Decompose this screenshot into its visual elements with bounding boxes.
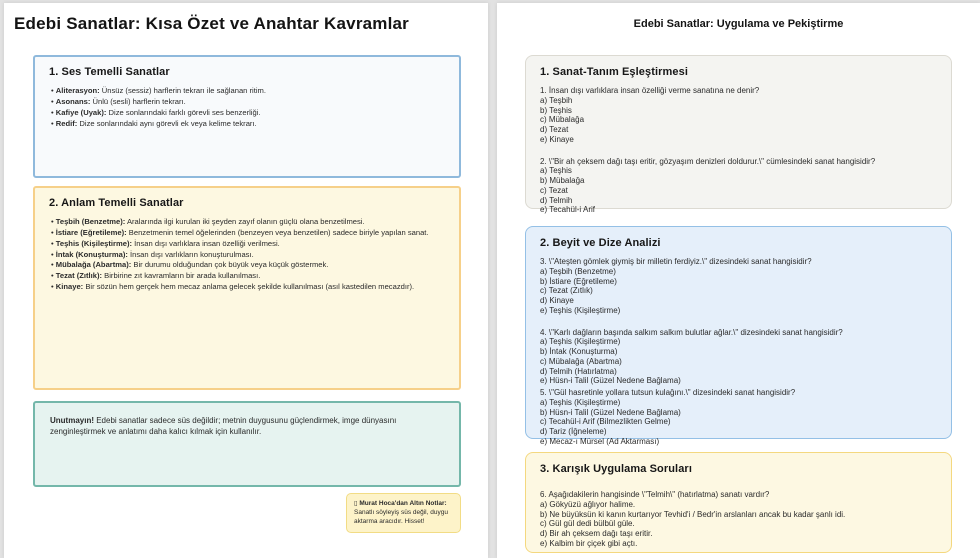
question-block (540, 490, 937, 549)
section-title: 1. Sanat-Tanım Eşleştirmesi (540, 66, 688, 78)
section-title: 1. Ses Temelli Sanatlar (49, 66, 170, 78)
term-label: Tezat (Zıtlık): (55, 271, 103, 281)
question-option: c) Tezat (Zıtlık) (540, 286, 593, 296)
page-title: Edebi Sanatlar: Kısa Özet ve Anahtar Kavramlar (14, 14, 409, 33)
question-option: e) Kalbim bir çiçek gibi açtı. (540, 538, 638, 548)
note-text: Sanatlı söyleyiş süs değil, duygu aktarma aracıdır. Hisset! (354, 509, 448, 526)
question-block (540, 157, 937, 216)
question-option: c) Gül gül dedi bülbül güle. (540, 519, 635, 529)
question-option: a) Teşhis (540, 166, 572, 176)
question-block (540, 86, 937, 145)
question-option: c) Tecahül-i Arif (Bilmezlikten Gelme) (540, 417, 671, 427)
question-option: a) Teşbih (Benzetme) (540, 266, 616, 276)
term-label: İstiare (Eğretileme): (55, 227, 127, 237)
question-text: 6. Aşağıdakilerin hangisinde \"Telmih\" (hatırlatma) sanatı vardır? (540, 490, 770, 499)
question-option: d) Tezat (540, 125, 569, 134)
question-option: e) Teşhis (Kişileştirme) (540, 305, 621, 315)
question-block (540, 388, 937, 447)
question-option: c) Mübalağa (540, 115, 585, 125)
term-label: Kinaye: (55, 282, 84, 292)
term-desc: Ünsüz (sessiz) harflerin tekrarı ile sağlanan ritim. (99, 86, 266, 95)
reminder-box (33, 401, 461, 487)
list-item (51, 228, 445, 238)
list-item (51, 217, 445, 227)
question-text: 3. \"Ateşten gömlek giymiş bir milletin ferdiyiz.\" dizesindeki sanat hangisidir? (540, 257, 812, 266)
question-option: b) Hüsn-i Talil (Güzel Nedene Bağlama) (540, 407, 681, 417)
question-text: 5. \"Gül hasretinle yollara tutsun kulağını.\" dizesindeki sanat hangisidir? (540, 388, 796, 397)
term-list (49, 86, 445, 128)
term-desc: Bir sözün hem gerçek hem mecaz anlama gelecek şekilde kullanılması (asıl kastedilen mecazdır). (83, 282, 415, 292)
term-desc: İnsan dışı varlıkların konuşturulması. (127, 249, 254, 259)
term-label: Teşbih (Benzetme): (55, 217, 126, 226)
reminder-lead: Unutmayın! (50, 416, 94, 425)
question-option: d) Kinaye (540, 296, 574, 305)
meaning-arts-box (33, 186, 461, 390)
question-option: b) İntak (Konuşturma) (540, 347, 618, 356)
term-label: Mübalağa (Abartma): (55, 260, 132, 270)
list-item (51, 97, 445, 107)
sound-arts-box (33, 55, 461, 178)
list-item (51, 239, 445, 249)
term-desc: Aralarında ilgi kurulan iki şeyden zayıf olanın güçlü olana benzetilmesi. (125, 217, 365, 226)
teacher-note-box (346, 493, 461, 533)
question-option: a) Teşhis (Kişileştirme) (540, 337, 621, 347)
term-label: Asonans: (55, 96, 91, 106)
term-list (49, 217, 445, 292)
term-label: Teşhis (Kişileştirme): (55, 238, 133, 248)
question-option: a) Teşbih (540, 95, 573, 105)
question-option: b) Mübalağa (540, 176, 585, 185)
question-option: c) Tezat (540, 185, 568, 195)
question-option: d) Tariz (İğneleme) (540, 427, 607, 436)
question-option: a) Teşhis (Kişileştirme) (540, 397, 621, 407)
question-option: e) Kinaye (540, 134, 574, 144)
term-desc: Dize sonlarındaki aynı görevli ek veya kelime tekrarı. (77, 118, 257, 128)
question-option: a) Gökyüzü ağlıyor halime. (540, 499, 636, 509)
list-item (51, 108, 445, 118)
quiz-section-analysis (525, 226, 952, 446)
question-option: b) Ne büyüksün ki kanın kurtarıyor Tevhid'i / Bedr'in arslanları ancak bu kadar şanlı idi. (540, 509, 846, 519)
question-option: d) Bir ah çeksem dağı taşı eritir. (540, 529, 653, 538)
question-block (540, 257, 937, 316)
term-label: Redif: (55, 118, 78, 128)
term-desc: Birbirine zıt kavramların bir arada kullanılması. (102, 271, 261, 281)
quiz-section-mixed (525, 452, 952, 553)
question-option: d) Telmih (Hatırlatma) (540, 366, 617, 376)
quiz-section-matching (525, 55, 952, 215)
list-item (51, 86, 445, 96)
note-title: ▯ Murat Hoca'dan Altın Notlar: (354, 500, 447, 507)
question-text: 2. \"Bir ah çeksem dağı taşı eritir, gözyaşım denizleri doldurur.\" cümlesindeki sanat hangisidir? (540, 156, 876, 166)
term-desc: İnsan dışı varlıklara insan özelliği verilmesi. (132, 238, 280, 248)
question-block (540, 328, 937, 387)
quiz-page (497, 3, 980, 558)
term-label: Kafiye (Uyak): (55, 107, 107, 117)
list-item (51, 119, 445, 129)
list-item (51, 260, 445, 270)
question-option: c) Mübalağa (Abartma) (540, 356, 622, 366)
question-option: e) Hüsn-i Talil (Güzel Nedene Bağlama) (540, 376, 681, 386)
question-option: b) Teşhis (540, 105, 572, 115)
question-option: b) İstiare (Eğretileme) (540, 276, 617, 286)
list-item (51, 250, 445, 260)
page-title: Edebi Sanatlar: Uygulama ve Pekiştirme (633, 18, 844, 30)
term-desc: Dize sonlarındaki farklı görevli ses benzerliği. (106, 107, 261, 117)
section-title: 3. Karışık Uygulama Soruları (540, 463, 692, 475)
question-option: e) Tecahül-i Arif (540, 205, 595, 215)
section-title: 2. Anlam Temelli Sanatlar (49, 197, 184, 209)
term-label: Aliterasyon: (55, 86, 100, 95)
term-desc: Bir durumu olduğundan çok büyük veya küçük göstermek. (131, 260, 329, 270)
question-text: 1. İnsan dışı varlıklara insan özelliği verme sanatına ne denir? (540, 86, 760, 95)
reminder-text: Edebi sanatlar sadece süs değildir; metnin duygusunu güçlendirmek, imge dünyasını zenginleştirmek ve anlatımı daha kalıcı kılmak için kullanılır. (50, 416, 397, 436)
question-option: e) Mecaz-ı Mürsel (Ad Aktarması) (540, 436, 660, 446)
list-item (51, 282, 445, 292)
section-title: 2. Beyit ve Dize Analizi (540, 237, 661, 249)
list-item (51, 271, 445, 281)
term-label: İntak (Konuşturma): (55, 249, 128, 259)
summary-page (4, 3, 488, 558)
term-desc: Ünlü (sesli) harflerin tekrarı. (90, 96, 186, 106)
question-text: 4. \"Karlı dağların başında salkım salkım bulutlar ağlar.\" dizesindeki sanat hangisidir? (540, 327, 843, 337)
term-desc: Benzetmenin temel öğelerinden (benzeyen veya benzetilen) sadece biriyle yapılan sanat. (126, 227, 429, 237)
question-option: d) Telmih (540, 195, 573, 205)
